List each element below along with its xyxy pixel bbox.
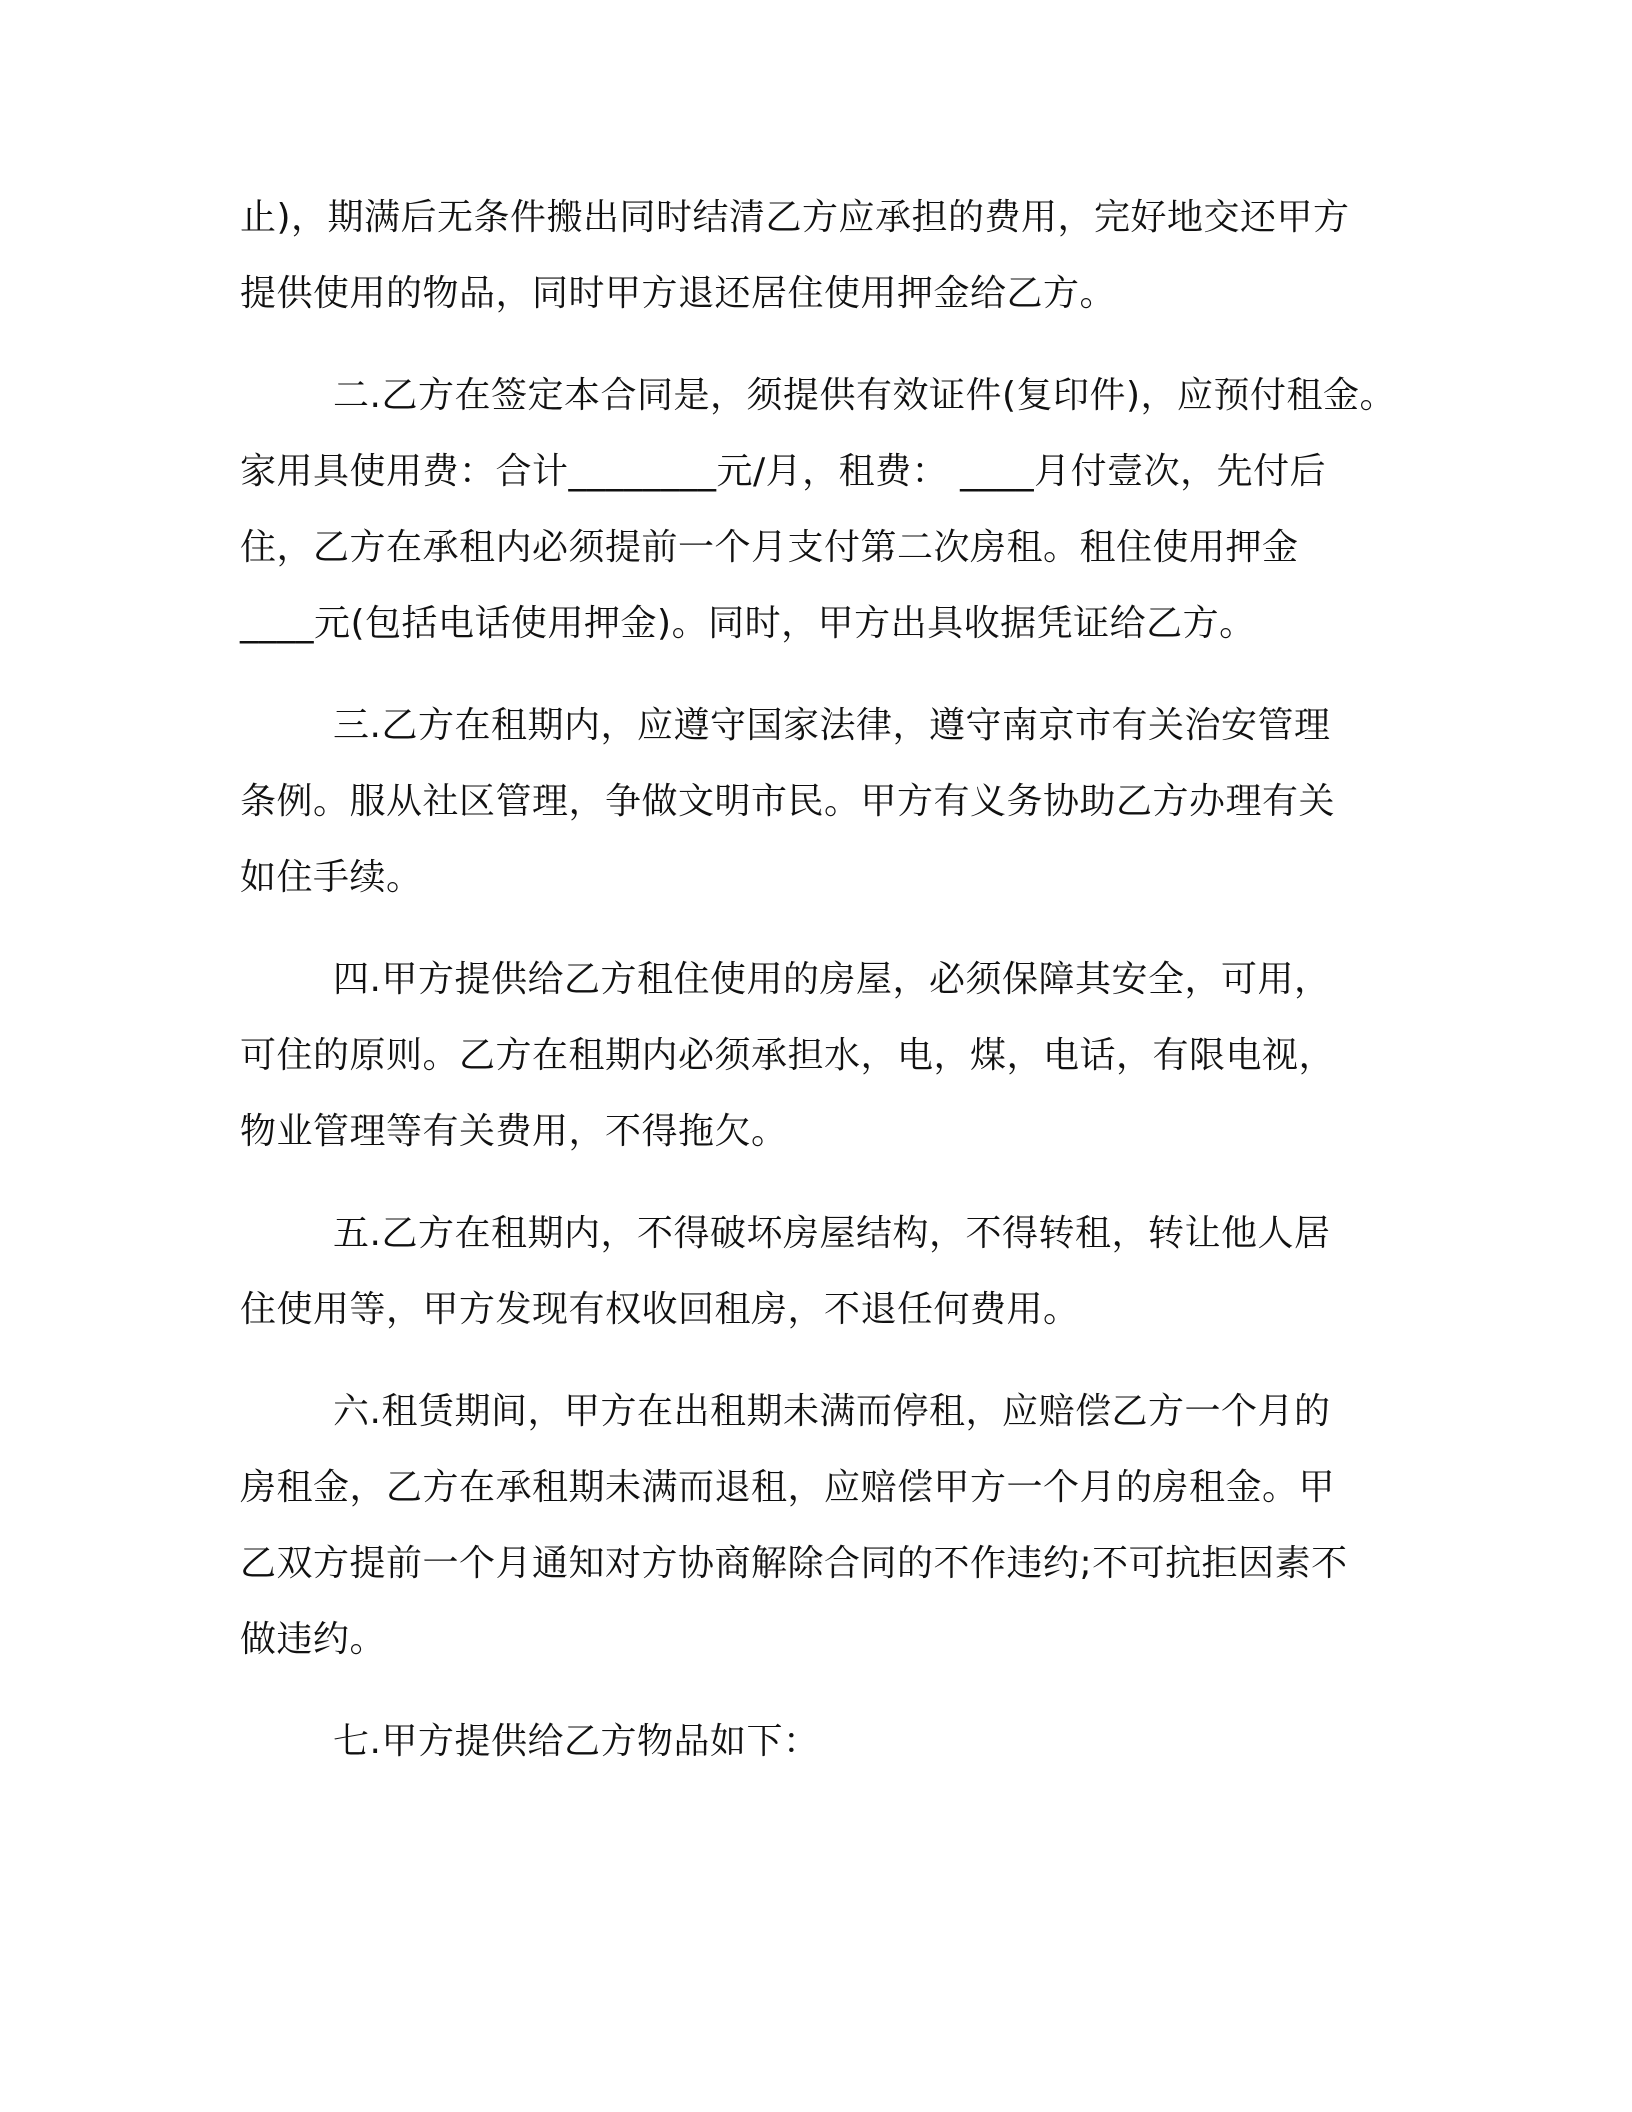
text-line: 住，乙方在承租内必须提前一个月支付第二次房租。租住使用押金 [240,527,1299,568]
clause-7-heading-line: 七.甲方提供给乙方物品如下： [333,1721,820,1762]
text-line: ____元(包括电话使用押金)。同时，甲方出具收据凭证给乙方。 [240,603,1256,644]
text-line: 止)，期满后无条件搬出同时结清乙方应承担的费用，完好地交还甲方 [240,197,1350,238]
text-line: 住使用等，甲方发现有权收回租房，不退任何费用。 [240,1289,1080,1330]
text-line: 家用具使用费：合计________元/月，租费： ____月付壹次，先付后 [240,451,1327,492]
text-line: 如住手续。 [240,857,423,898]
clause-2-heading-line: 二.乙方在签定本合同是，须提供有效证件(复印件)，应预付租金。 [333,375,1397,416]
clause-5-heading-line: 五.乙方在租期内，不得破坏房屋结构，不得转租，转让他人居 [333,1213,1331,1254]
clause-6-heading-line: 六.租赁期间，甲方在出租期未满而停租，应赔偿乙方一个月的 [333,1391,1331,1432]
text-line: 做违约。 [240,1619,387,1660]
text-line: 物业管理等有关费用，不得拖欠。 [240,1111,788,1152]
text-line: 可住的原则。乙方在租期内必须承担水，电，煤，电话，有限电视， [240,1035,1336,1076]
text-line: 提供使用的物品，同时甲方退还居住使用押金给乙方。 [240,273,1117,314]
text-line: 房租金，乙方在承租期未满而退租，应赔偿甲方一个月的房租金。甲 [240,1467,1336,1508]
text-line: 乙双方提前一个月通知对方协商解除合同的不作违约;不可抗拒因素不 [240,1543,1348,1584]
clause-4-heading-line: 四.甲方提供给乙方租住使用的房屋，必须保障其安全，可用， [333,959,1331,1000]
text-line: 条例。服从社区管理，争做文明市民。甲方有义务协助乙方办理有关 [240,781,1336,822]
clause-3-heading-line: 三.乙方在租期内，应遵守国家法律，遵守南京市有关治安管理 [333,705,1331,746]
